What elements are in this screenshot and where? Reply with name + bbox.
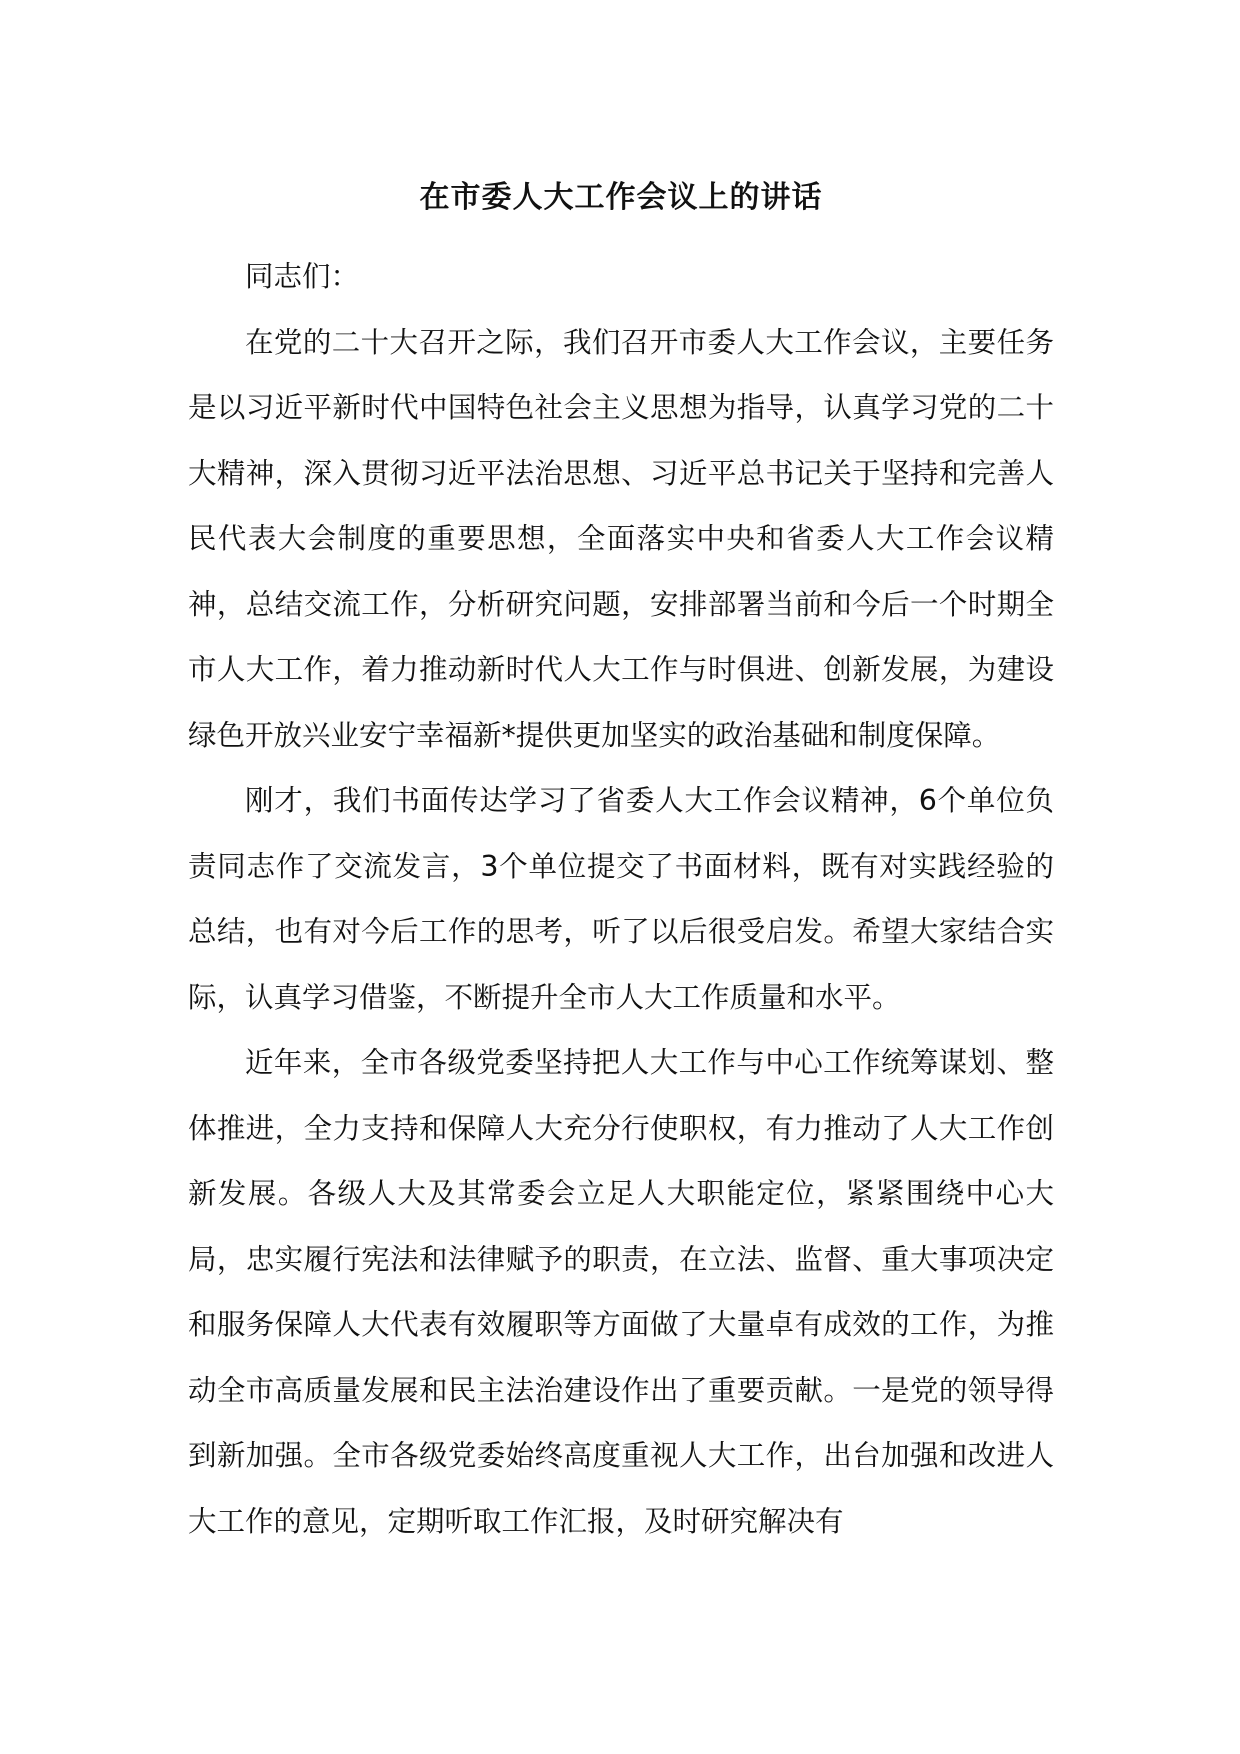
paragraph-achievements: 近年来，全市各级党委坚持把人大工作与中心工作统筹谋划、整体推进，全力支持和保障人大充分行使职权，有力推动了人大工作创新发展。各级人大及其常委会立足人大职能定位，紧紧围绕中心大局，忠实履行宪法和法律赋予的职责，在立法、监督、重大事项决定和服务保障人大代表有效履职等方面做了大量卓有成效的工作，为推动全市高质量发展和民主法治建设作出了重要贡献。一是党的领导得到新加强。全市各级党委始终高度重视人大工作，出台加强和改进人大工作的意见，定期听取工作汇报，及时研究解决有 bbox=[188, 1046, 1054, 1538]
document-page bbox=[188, 178, 1054, 1554]
salutation: 同志们： bbox=[245, 260, 360, 293]
paragraph-opening: 在党的二十大召开之际，我们召开市委人大工作会议，主要任务是以习近平新时代中国特色社会主义思想为指导，认真学习党的二十大精神，深入贯彻习近平法治思想、习近平总书记关于坚持和完善人民代表大会制度的重要思想，全面落实中央和省委人大工作会议精神，总结交流工作，分析研究问题，安排部署当前和今后一个时期全市人大工作，着力推动新时代人大工作与时俱进、创新发展，为建设绿色开放兴业安宁幸福新*提供更加坚实的政治基础和制度保障。 bbox=[188, 325, 1054, 752]
paragraph-exchange: 刚才，我们书面传达学习了省委人大工作会议精神，6个单位负责同志作了交流发言，3个单位提交了书面材料，既有对实践经验的总结，也有对今后工作的思考，听了以后很受启发。希望大家结合实际，认真学习借鉴，不断提升全市人大工作质量和水平。 bbox=[188, 784, 1054, 1014]
document-title: 在市委人大工作会议上的讲话 bbox=[419, 180, 823, 215]
